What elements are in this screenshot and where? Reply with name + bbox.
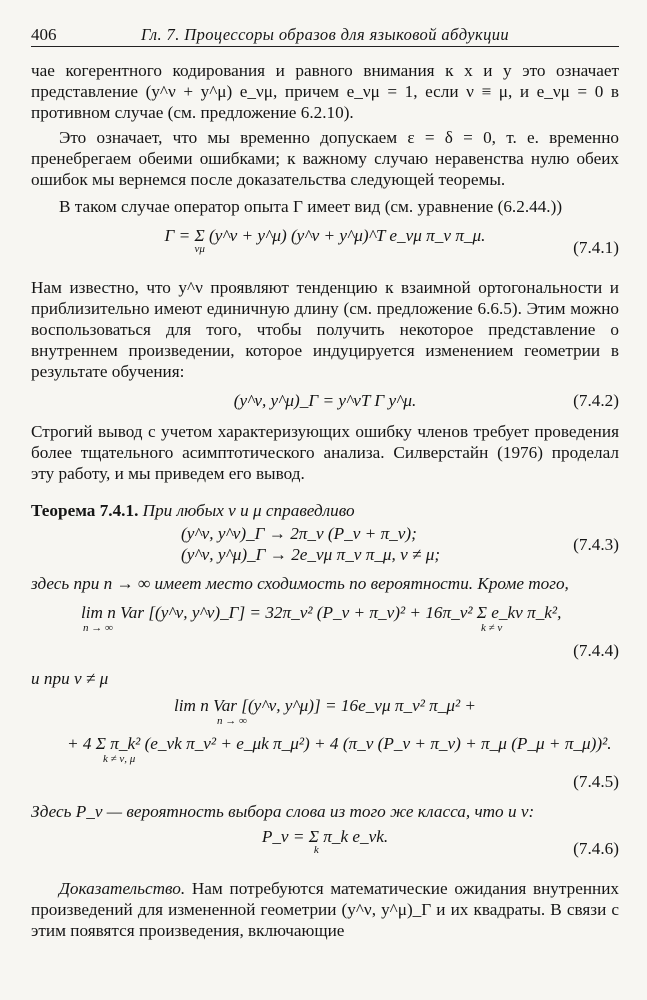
equation-body: (y^ν, y^μ)_Γ = y^νT Γ y^μ. [233, 391, 417, 410]
limit-subscript: n → ∞ [217, 715, 247, 727]
paragraph-2: Это означает, что мы временно допускаем ε = δ = 0, т. е. временно пренебрегаем обеими ошибками; к важному случаю неравенства нулю обеих ошибок мы вернемся после доказательства следующей теоремы. [31, 128, 619, 189]
limit-subscript: n → ∞ [83, 622, 113, 634]
page-header [31, 24, 619, 47]
equation-line-2: (y^ν, y^μ)_Γ → 2e_νμ π_ν π_μ, ν ≠ μ; [181, 545, 441, 564]
equation-number: (7.4.1) [573, 238, 619, 257]
proof-paragraph [31, 878, 619, 941]
paragraph-6: здесь при n → ∞ имеет место сходимость по вероятности. Кроме того, [31, 574, 569, 593]
equation-7-4-2 [31, 390, 619, 413]
equation-number: (7.4.5) [573, 772, 619, 791]
equation-7-4-1 [31, 225, 619, 269]
sum-index: νμ [194, 243, 205, 255]
sum-index: k ≠ ν [481, 622, 503, 634]
paragraph-1: чае когерентного кодирования и равного внимания к x и y это означает представление (y^ν + y^μ) e_νμ, причем e_νμ = 1, если ν ≡ μ, и e_νμ = 0 в противном случае (см. предложение 6.2.10). [31, 61, 619, 122]
equation-line-2: + 4 Σ π_k² (e_νk π_ν² + e_μk π_μ²) + 4 (π_ν (P_ν + π_ν) + π_μ (P_μ + π_μ))². [67, 734, 612, 753]
paragraph-5: Строгий вывод с учетом характеризующих ошибку членов требует проведения более тщательного асимптотического анализа. Силверстайн (1976) проделал эту работу, и мы приведем его вывод. [31, 422, 619, 483]
equation-number: (7.4.2) [573, 391, 619, 410]
paragraph-8: Здесь P_ν — вероятность выбора слова из того же класса, что и ν: [31, 802, 535, 821]
running-title: Гл. 7. Процессоры образов для языковой абдукции [141, 25, 510, 44]
equation-7-4-6 [31, 826, 619, 870]
theorem-heading [31, 500, 619, 521]
equation-body: P_ν = Σ π_k e_νk. [261, 827, 389, 846]
proof-text: Нам потребуются математические ожидания внутренних произведений для измененной геометрии (y^ν, y^μ)_Γ и их квадраты. В связи с этим появятся произведения, включающие [31, 879, 620, 940]
paragraph-3: В таком случае оператор опыта Γ имеет вид (см. уравнение (6.2.44.)) [59, 197, 563, 216]
equation-line: lim n Var [(y^ν, y^ν)_Γ] = 32π_ν² (P_ν + π_ν)² + 16π_ν² Σ e_kν π_k², [81, 603, 562, 622]
proof-label: Доказательство. [59, 879, 186, 898]
equation-number: (7.4.3) [573, 535, 619, 554]
equation-line-1: (y^ν, y^ν)_Γ → 2π_ν (P_ν + π_ν); [181, 524, 417, 543]
equation-7-4-5 [31, 695, 619, 793]
equation-7-4-3 [31, 523, 619, 569]
equation-body: Γ = Σ (y^ν + y^μ) (y^ν + y^μ)^T e_νμ π_ν π_μ. [164, 226, 486, 245]
equation-number: (7.4.6) [573, 839, 619, 858]
theorem-lead: При любых ν и μ справедливо [142, 501, 355, 520]
paragraph-7: и при ν ≠ μ [31, 669, 109, 688]
theorem-title: Теорема 7.4.1. [31, 501, 139, 520]
paragraph-4: Нам известно, что y^ν проявляют тенденцию к взаимной ортогональности и приблизительно имеют единичную длину (см. предложение 6.6.5). Этим можно воспользоваться для того, чтобы получить некоторое представление о внутреннем произведении, которое индуцируется изменением геометрии в результате обучения: [31, 278, 619, 381]
sum-index: k ≠ ν, μ [103, 753, 136, 765]
equation-line-1: lim n Var [(y^ν, y^μ)] = 16e_νμ π_ν² π_μ² + [173, 696, 477, 715]
page-number: 406 [31, 25, 57, 44]
equation-number: (7.4.4) [573, 641, 619, 660]
equation-7-4-4 [31, 602, 619, 662]
book-page [31, 24, 619, 941]
sum-index: k [313, 844, 319, 856]
